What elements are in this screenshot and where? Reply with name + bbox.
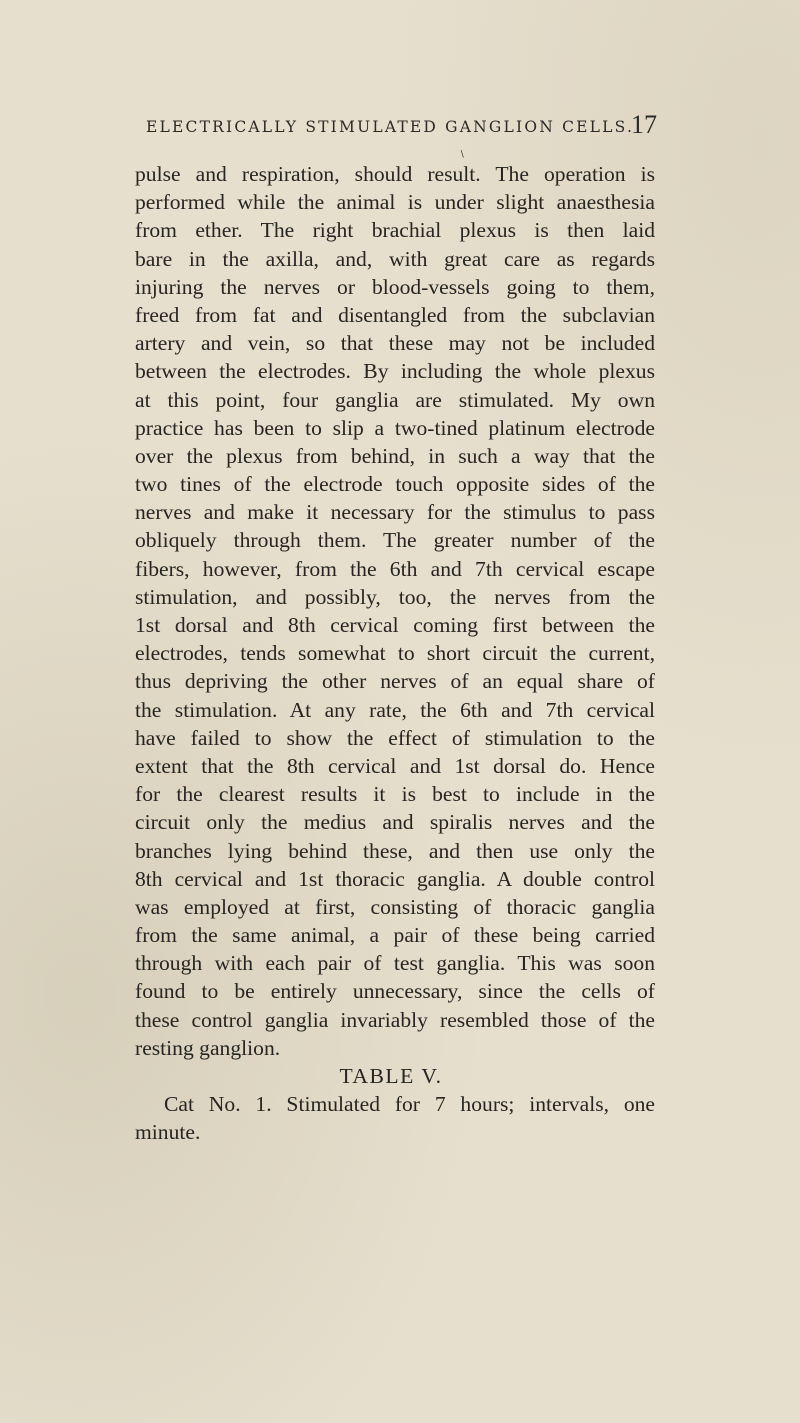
body-text xyxy=(135,160,655,1147)
text-line: pulse and respiration, should result. The operation is xyxy=(135,162,655,186)
text-line: found to be entirely unnecessary, since the cells of xyxy=(135,979,655,1004)
text-line: branches lying behind these, and then use only the xyxy=(135,838,655,863)
text-line: have failed to show the effect of stimulation to the xyxy=(135,725,655,750)
text-line: these control ganglia invariably resembled those of the xyxy=(135,1007,655,1032)
table-caption: Cat No. 1. Stimulated for 7 hours; intervals, one xyxy=(164,1092,655,1117)
text-line: circuit only the medius and spiralis nerves and the xyxy=(135,810,655,835)
text-line: performed while the animal is under slight anaesthesia xyxy=(135,190,655,215)
text-line: at this point, four ganglia are stimulated. My own xyxy=(135,387,655,412)
text-line: fibers, however, from the 6th and 7th cervical escape xyxy=(135,556,655,581)
text-line: resting ganglion. xyxy=(135,1035,281,1060)
table-title: TABLE V. xyxy=(339,1064,443,1088)
text-line: for the clearest results it is best to include in the xyxy=(135,782,655,807)
printer-mark: ∖ xyxy=(459,150,465,160)
text-line: two tines of the electrode touch opposite sides of the xyxy=(135,472,655,497)
text-line: obliquely through them. The greater number of the xyxy=(135,528,655,553)
text-line: from ether. The right brachial plexus is then laid xyxy=(135,218,655,243)
text-line: bare in the axilla, and, with great care as regards xyxy=(135,246,655,271)
text-line: was employed at first, consisting of thoracic ganglia xyxy=(135,894,655,919)
page-number: 17 xyxy=(631,110,657,139)
text-line: from the same animal, a pair of these being carried xyxy=(135,923,655,948)
text-line: stimulation, and possibly, too, the nerves from the xyxy=(135,584,655,609)
text-line: thus depriving the other nerves of an equal share of xyxy=(135,669,655,694)
running-head: ELECTRICALLY STIMULATED GANGLION CELLS. xyxy=(146,118,635,136)
text-line: the stimulation. At any rate, the 6th and 7th cervical xyxy=(135,697,655,722)
text-line: artery and vein, so that these may not be included xyxy=(135,331,655,356)
text-line: between the electrodes. By including the whole plexus xyxy=(135,359,655,384)
text-line: nerves and make it necessary for the stimulus to pass xyxy=(135,500,655,525)
text-line: practice has been to slip a two-tined platinum electrode xyxy=(135,415,655,440)
text-line: through with each pair of test ganglia. This was soon xyxy=(135,951,655,976)
text-line: over the plexus from behind, in such a way that the xyxy=(135,443,655,468)
text-line: electrodes, tends somewhat to short circuit the current, xyxy=(135,641,655,666)
text-line: extent that the 8th cervical and 1st dorsal do. Hence xyxy=(135,753,655,778)
text-line: freed from fat and disentangled from the subclavian xyxy=(135,302,655,327)
table-caption-continued: minute. xyxy=(135,1120,201,1145)
text-line: 8th cervical and 1st thoracic ganglia. A double control xyxy=(135,866,655,891)
text-line: 1st dorsal and 8th cervical coming first between the xyxy=(135,613,655,637)
text-line: injuring the nerves or blood-vessels going to them, xyxy=(135,274,655,299)
